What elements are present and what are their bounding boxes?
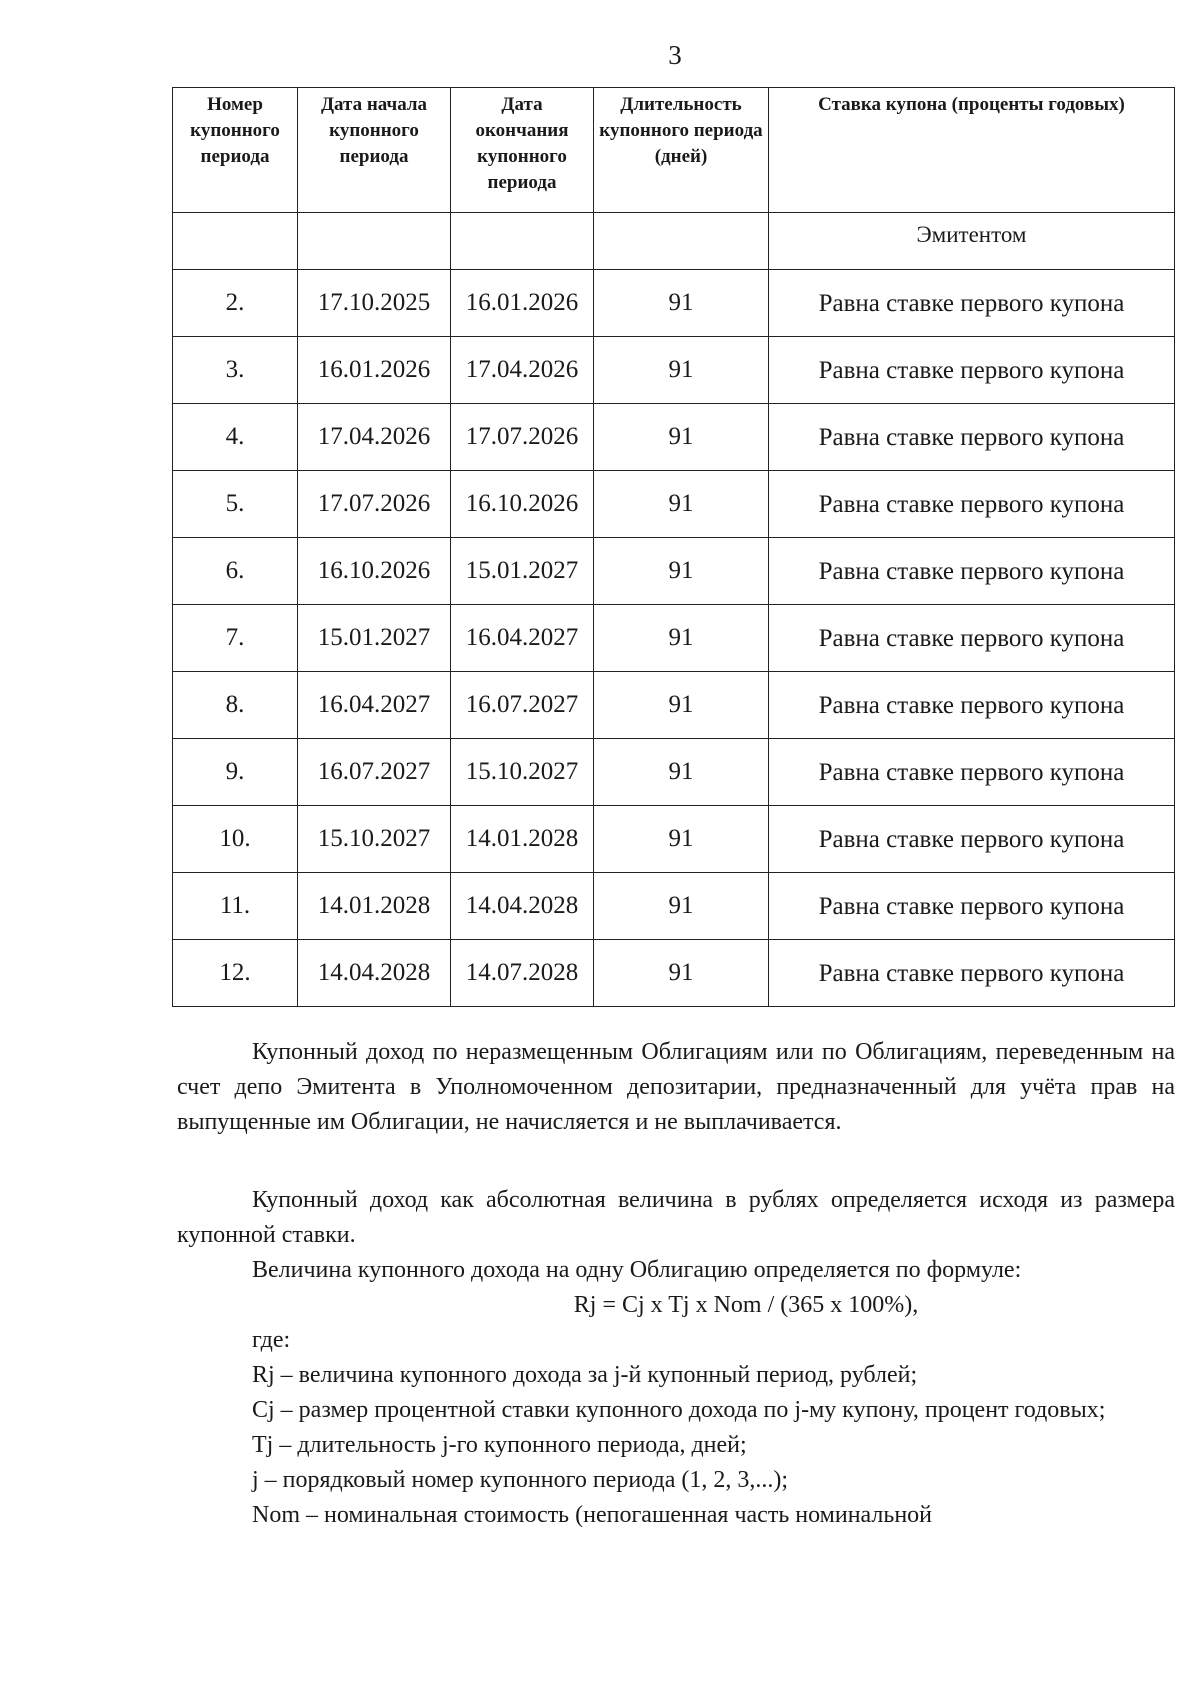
table-cell: 16.01.2026: [298, 337, 451, 404]
table-cell-rate: Равна ставке первого купона: [769, 337, 1175, 404]
table-cell: [298, 213, 451, 270]
table-cell: 15.10.2027: [298, 806, 451, 873]
table-row: [173, 605, 1175, 672]
table-cell-rate: Равна ставке первого купона: [769, 672, 1175, 739]
table-cell: 16.10.2026: [298, 538, 451, 605]
table-cell: 91: [594, 471, 769, 538]
paragraph-text: Купонный доход как абсолютная величина в рублях определяется исходя из размера купонной ставки.: [177, 1187, 1175, 1248]
table-cell: 17.07.2026: [451, 404, 594, 471]
table-cell: 16.01.2026: [451, 270, 594, 337]
table-cell: 16.10.2026: [451, 471, 594, 538]
table-row: [173, 940, 1175, 1007]
header-end-date: Дата окончания купонного периода: [451, 88, 594, 213]
table-cell: 12.: [173, 940, 298, 1007]
header-duration: Длительность купонного периода (дней): [594, 88, 769, 213]
table-cell: 5.: [173, 471, 298, 538]
table-row: [173, 538, 1175, 605]
table-cell-rate: Эмитентом: [769, 213, 1175, 270]
table-cell: 3.: [173, 337, 298, 404]
table-cell-rate: Равна ставке первого купона: [769, 270, 1175, 337]
table-row: [173, 739, 1175, 806]
table-cell-rate: Равна ставке первого купона: [769, 806, 1175, 873]
paragraph-text: Купонный доход по неразмещенным Облигациям или по Облигациям, переведенным на счет депо Эмитента в Уполномоченном депозитарии, предназначенный для учёта прав на выпущенные им Облигации, не начисляется и не выплачивается.: [177, 1039, 1175, 1135]
table-cell-rate: Равна ставке первого купона: [769, 404, 1175, 471]
table-cell: 11.: [173, 873, 298, 940]
paragraph-non-accrual: [177, 1035, 1175, 1140]
table-row: [173, 404, 1175, 471]
table-cell: 15.01.2027: [298, 605, 451, 672]
header-coupon-number: Номер купонного периода: [173, 88, 298, 213]
definition-cj: Cj – размер процентной ставки купонного дохода по j-му купону, процент годовых;: [252, 1397, 1106, 1423]
table-cell: 14.07.2028: [451, 940, 594, 1007]
table-cell: [173, 213, 298, 270]
table-cell: [594, 213, 769, 270]
table-cell: [451, 213, 594, 270]
table-cell: 14.01.2028: [298, 873, 451, 940]
table-cell-rate: Равна ставке первого купона: [769, 940, 1175, 1007]
table-row: [173, 471, 1175, 538]
table-cell: 91: [594, 940, 769, 1007]
table-cell: 17.07.2026: [298, 471, 451, 538]
table-cell: 6.: [173, 538, 298, 605]
paragraph-text: Величина купонного дохода на одну Облигацию определяется по формуле:: [252, 1257, 1022, 1283]
table-cell: 91: [594, 672, 769, 739]
formula-section: [177, 1183, 1175, 1533]
definition-where: где:: [252, 1327, 291, 1353]
definition-j: j – порядковый номер купонного периода (1, 2, 3,...);: [252, 1467, 788, 1493]
coupon-schedule-table: [172, 87, 1175, 1007]
table-cell: 91: [594, 739, 769, 806]
table-row: [173, 873, 1175, 940]
definition-rj: Rj – величина купонного дохода за j-й купонный период, рублей;: [252, 1362, 918, 1388]
table-cell: 15.01.2027: [451, 538, 594, 605]
table-cell: 10.: [173, 806, 298, 873]
table-cell: 91: [594, 605, 769, 672]
table-cell: 2.: [173, 270, 298, 337]
table-cell: 91: [594, 806, 769, 873]
table-row: [173, 806, 1175, 873]
table-cell-rate: Равна ставке первого купона: [769, 605, 1175, 672]
table-cell: 15.10.2027: [451, 739, 594, 806]
header-start-date: Дата начала купонного периода: [298, 88, 451, 213]
page-number: 3: [668, 40, 682, 70]
table-cell-rate: Равна ставке первого купона: [769, 471, 1175, 538]
table-cell: 91: [594, 337, 769, 404]
table-cell: 16.07.2027: [298, 739, 451, 806]
table-cell: 17.10.2025: [298, 270, 451, 337]
table-cell: 91: [594, 538, 769, 605]
table-cell: 17.04.2026: [298, 404, 451, 471]
table-cell: 16.04.2027: [298, 672, 451, 739]
coupon-formula: Rj = Cj x Tj x Nom / (365 x 100%),: [573, 1292, 919, 1318]
table-cell: 91: [594, 404, 769, 471]
definition-nom: Nom – номинальная стоимость (непогашенная часть номинальной: [252, 1502, 933, 1528]
table-cell: 4.: [173, 404, 298, 471]
table-header-row: [173, 88, 1175, 213]
table-cell: 17.04.2026: [451, 337, 594, 404]
table-row: [173, 270, 1175, 337]
table-cell: 16.07.2027: [451, 672, 594, 739]
table-cell: 91: [594, 873, 769, 940]
definition-tj: Tj – длительность j-го купонного периода, дней;: [252, 1432, 747, 1458]
table-cell-rate: Равна ставке первого купона: [769, 739, 1175, 806]
header-coupon-rate: Ставка купона (проценты годовых): [769, 88, 1175, 213]
table-row: [173, 213, 1175, 270]
table-cell: 91: [594, 270, 769, 337]
table-row: [173, 337, 1175, 404]
table-cell: 14.04.2028: [298, 940, 451, 1007]
table-cell: 8.: [173, 672, 298, 739]
table-cell-rate: Равна ставке первого купона: [769, 538, 1175, 605]
table-cell-rate: Равна ставке первого купона: [769, 873, 1175, 940]
table-cell: 14.04.2028: [451, 873, 594, 940]
table-cell: 7.: [173, 605, 298, 672]
table-cell: 16.04.2027: [451, 605, 594, 672]
table-cell: 14.01.2028: [451, 806, 594, 873]
table-cell: 9.: [173, 739, 298, 806]
table-row: [173, 672, 1175, 739]
